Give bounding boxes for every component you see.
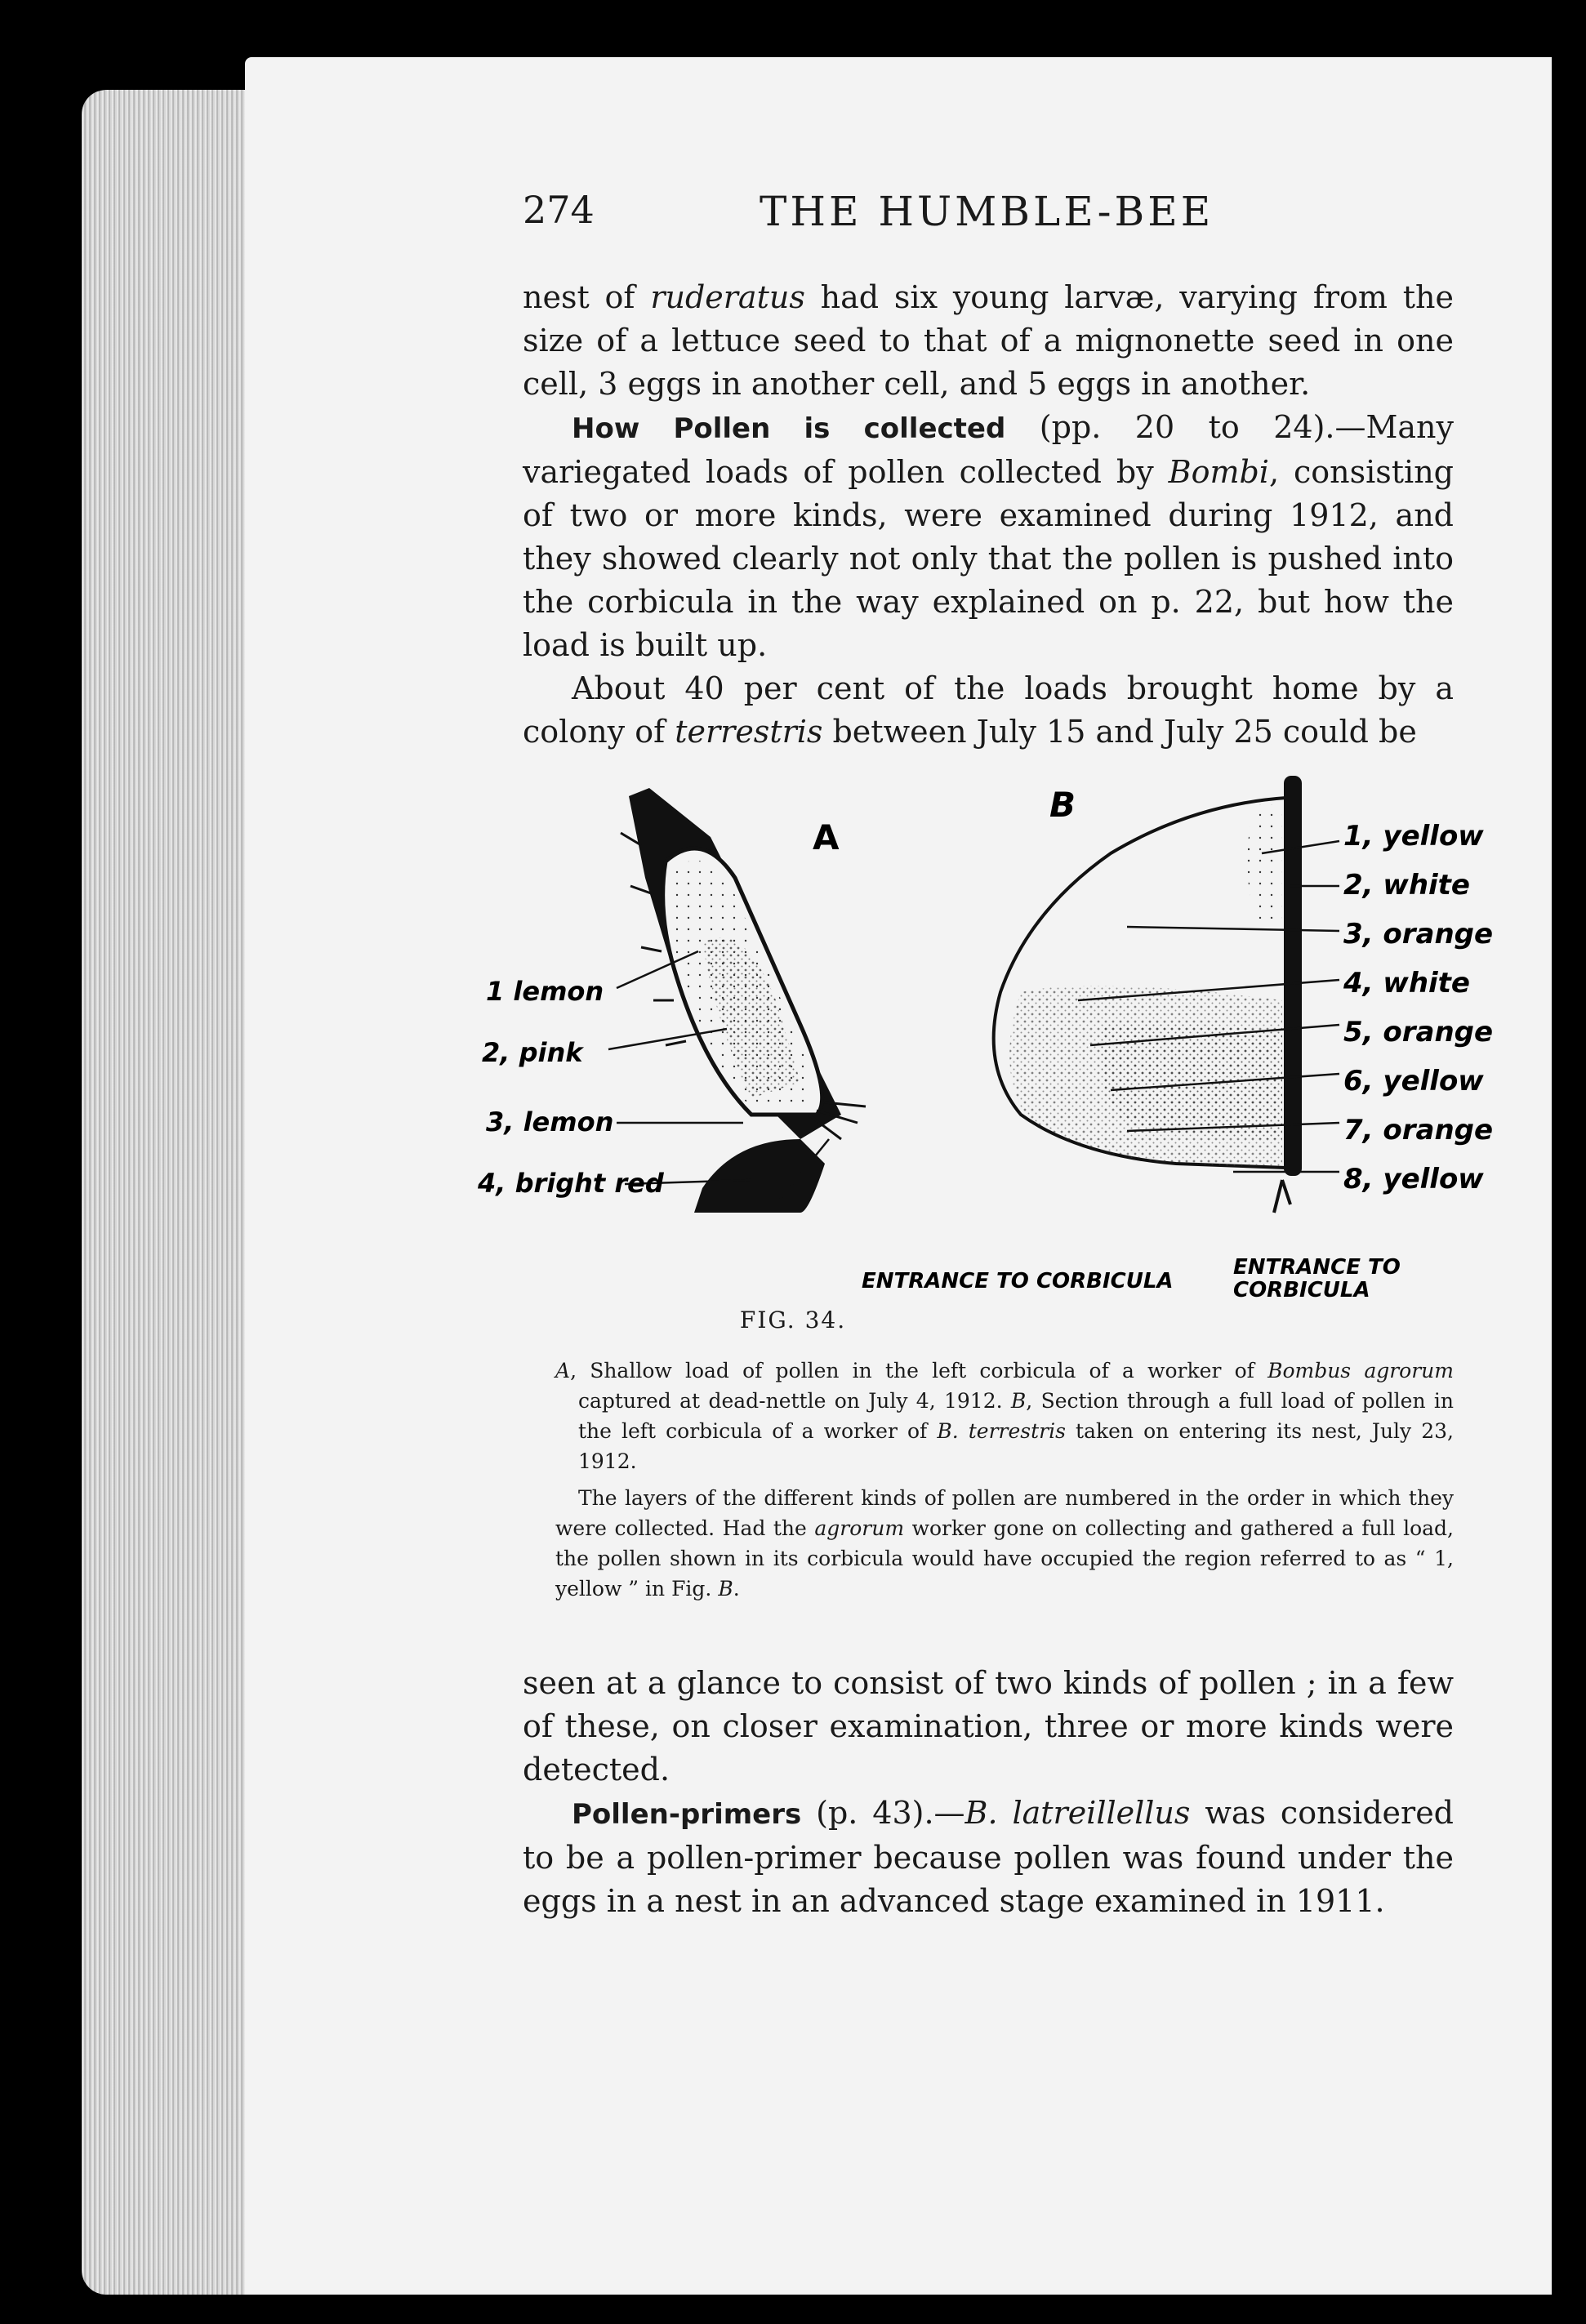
right-label: 5, orange — [1343, 1016, 1494, 1048]
paragraph-pollen-collected: How Pollen is collected (pp. 20 to 24).—Many variegated loads of pollen collected by Bombi, consisting of two or more kinds, were examined during 1912, and they showed clearly not only that the pollen is pushed into the corbicula in the way explained on p. 22, but how the load is built up. — [523, 409, 1455, 663]
page-header — [523, 188, 1470, 245]
paragraph: seen at a glance to consist of two kinds of pollen ; in a few of these, on closer examination, three or more kinds were detected. — [523, 1665, 1454, 1788]
right-labels — [1343, 820, 1493, 1195]
label-b: B — [1049, 785, 1076, 825]
left-label: 4, bright red — [478, 1168, 664, 1199]
running-title: THE HUMBLE-BEE — [760, 188, 1214, 235]
page-number: 274 — [523, 188, 595, 232]
left-label: 3, lemon — [486, 1106, 614, 1138]
paragraph-pollen-primers: Pollen-primers (p. 43).—B. latreillellus was considered to be a pollen-primer because pollen was found under the eggs in a nest in an advanced stage examined in 1911. — [523, 1795, 1455, 1919]
entrance-label-a: ENTRANCE TO CORBICULA — [862, 1269, 1174, 1293]
entrance-label-b-line2: CORBICULA — [1233, 1278, 1370, 1302]
top-text — [523, 276, 1454, 754]
caption-paragraph: A, Shallow load of pollen in the left corbicula of a worker of Bombus agrorum captured at dead-nettle on July 4, 1912. B, Section through a full load of pollen in the left corbicula of a worker of B. terrestris taken on entering its nest, July 23, 1912. — [555, 1359, 1454, 1473]
label-a: A — [813, 817, 840, 857]
right-label: 3, orange — [1343, 918, 1494, 951]
figure-caption — [555, 1356, 1454, 1604]
paragraph: nest of ruderatus had six young larvæ, varying from the size of a lettuce seed to that of a mignonette seed in one cell, 3 eggs in another cell, and 5 eggs in another. — [523, 279, 1455, 402]
book-page-edges — [82, 90, 257, 2295]
right-label: 4, white — [1343, 967, 1470, 999]
section-heading: How Pollen is collected — [572, 412, 1006, 445]
figure-34 — [457, 755, 1503, 1327]
caption-paragraph: The layers of the different kinds of pollen are numbered in the order in which they were collected. Had the agrorum worker gone on collecting and gathered a full load, the pollen shown in its corbicula would have occupied the region referred to as “ 1, yellow ” in Fig. B. — [555, 1486, 1455, 1601]
left-label: 1 lemon — [486, 976, 604, 1007]
entrance-label-b-line1: ENTRANCE TO — [1233, 1255, 1401, 1280]
right-label: 2, white — [1343, 869, 1470, 902]
left-labels — [477, 976, 665, 1199]
figure-title: FIG. 34. — [739, 1307, 847, 1333]
left-label: 2, pink — [482, 1037, 583, 1068]
section-heading: Pollen-primers — [572, 1798, 802, 1831]
right-label: 1, yellow — [1343, 820, 1484, 853]
right-label: 6, yellow — [1343, 1065, 1484, 1097]
bottom-text — [523, 1662, 1454, 1923]
right-label: 8, yellow — [1343, 1163, 1484, 1195]
right-label: 7, orange — [1343, 1114, 1494, 1146]
paragraph: About 40 per cent of the loads brought home by a colony of terrestris between July 15 and July 25 could be — [523, 670, 1454, 750]
figure-drawing — [457, 755, 1503, 1327]
